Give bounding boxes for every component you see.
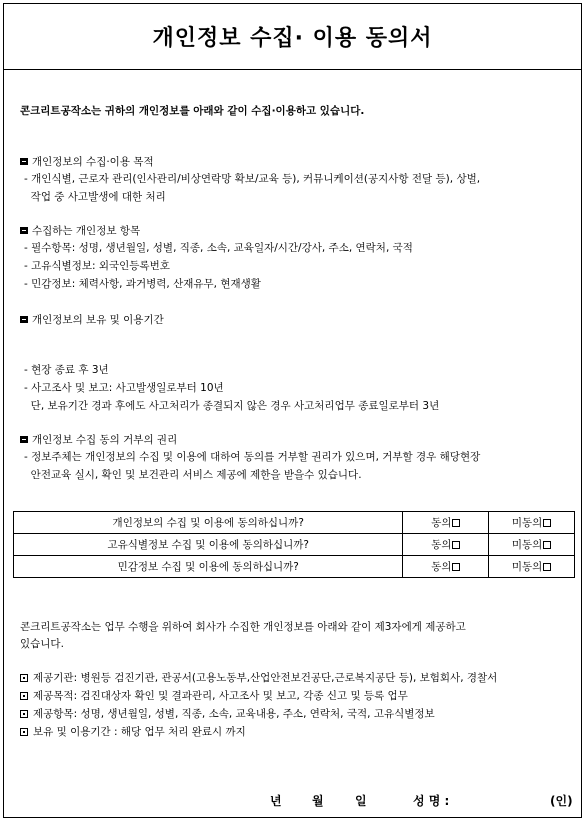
section-line: - 사고조사 및 보고: 사고발생일로부터 10년 <box>24 382 224 394</box>
disagree-option[interactable]: 미동의 <box>489 512 575 534</box>
bullet-square-icon <box>20 158 28 165</box>
third-party-intro: 콘크리트공작소는 업무 수행을 위하여 회사가 수집한 개인정보를 아래와 같이 제3자에게 제공하고 <box>20 621 466 633</box>
disagree-checkbox[interactable] <box>543 541 551 549</box>
bullet-box-icon <box>20 710 28 718</box>
bullet-box-icon <box>20 692 28 700</box>
signature-name-label: 성 명 : <box>413 794 450 808</box>
third-party-item: 제공목적: 검진대상자 확인 및 결과관리, 사고조사 및 보고, 각종 신고 및 등록 업무 <box>20 689 408 703</box>
consent-row <box>14 512 575 534</box>
section-heading: 개인정보의 수집·이용 목적 <box>20 155 154 169</box>
third-party-intro: 있습니다. <box>20 638 64 650</box>
section-heading: 개인정보 수집 동의 거부의 권리 <box>20 433 177 447</box>
bullet-square-icon <box>20 227 28 234</box>
agree-checkbox[interactable] <box>452 563 460 571</box>
consent-row <box>14 556 575 578</box>
section-line: - 정보주체는 개인정보의 수집 및 이용에 대하여 동의를 거부할 권리가 있으며, 거부할 경우 해당현장 <box>24 451 481 463</box>
consent-question: 고유식별정보 수집 및 이용에 동의하십니까? <box>14 534 403 556</box>
third-party-item: 보유 및 이용기간 : 해당 업무 처리 완료시 까지 <box>20 725 246 739</box>
section-heading: 개인정보의 보유 및 이용기간 <box>20 313 164 327</box>
signature-month: 월 <box>312 794 324 808</box>
agree-checkbox[interactable] <box>452 541 460 549</box>
bullet-box-icon <box>20 728 28 736</box>
disagree-option[interactable]: 미동의 <box>489 534 575 556</box>
bullet-box-icon <box>20 674 28 682</box>
section-line: 작업 중 사고발생에 대한 처리 <box>24 191 166 203</box>
section-line: - 민감정보: 체력사항, 과거병력, 산재유무, 현재생활 <box>24 278 261 290</box>
agree-option[interactable]: 동의 <box>403 556 489 578</box>
section-heading: 수집하는 개인정보 항목 <box>20 224 140 238</box>
section-line: 단, 보유기간 경과 후에도 사고처리가 종결되지 않은 경우 사고처리업무 종료일로부터 3년 <box>24 400 440 412</box>
section-line: 안전교육 실시, 확인 및 보건관리 서비스 제공에 제한을 받을수 있습니다. <box>24 469 362 481</box>
intro-text: 콘크리트공작소는 귀하의 개인정보를 아래와 같이 수집·이용하고 있습니다. <box>20 105 365 117</box>
section-line: - 현장 종료 후 3년 <box>24 364 109 376</box>
signature-seal: (인) <box>550 794 573 808</box>
third-party-item: 제공기관: 병원등 검진기관, 관공서(고용노동부,산업안전보건공단,근로복지공단 등), 보험회사, 경찰서 <box>20 671 497 685</box>
third-party-item: 제공항목: 성명, 생년월일, 성별, 직종, 소속, 교육내용, 주소, 연락처, 국적, 고유식별정보 <box>20 707 435 721</box>
section-line: - 고유식별정보: 외국인등록번호 <box>24 260 170 272</box>
bullet-square-icon <box>20 436 28 443</box>
document-title: 개인정보 수집· 이용 동의서 <box>4 4 581 70</box>
signature-day: 일 <box>355 794 367 808</box>
agree-option[interactable]: 동의 <box>403 512 489 534</box>
consent-row <box>14 534 575 556</box>
consent-table <box>13 511 575 578</box>
bullet-square-icon <box>20 316 28 323</box>
signature-year: 년 <box>270 794 282 808</box>
section-line: - 개인식별, 근로자 관리(인사관리/비상연락망 확보/교육 등), 커뮤니케이션(공지사항 전달 등), 상벌, <box>24 173 481 185</box>
agree-checkbox[interactable] <box>452 519 460 527</box>
consent-question: 개인정보의 수집 및 이용에 동의하십니까? <box>14 512 403 534</box>
section-line: - 필수항목: 성명, 생년월일, 성별, 직종, 소속, 교육일자/시간/강사, 주소, 연락처, 국적 <box>24 242 413 254</box>
consent-question: 민감정보 수집 및 이용에 동의하십니까? <box>14 556 403 578</box>
disagree-checkbox[interactable] <box>543 519 551 527</box>
disagree-checkbox[interactable] <box>543 563 551 571</box>
disagree-option[interactable]: 미동의 <box>489 556 575 578</box>
agree-option[interactable]: 동의 <box>403 534 489 556</box>
